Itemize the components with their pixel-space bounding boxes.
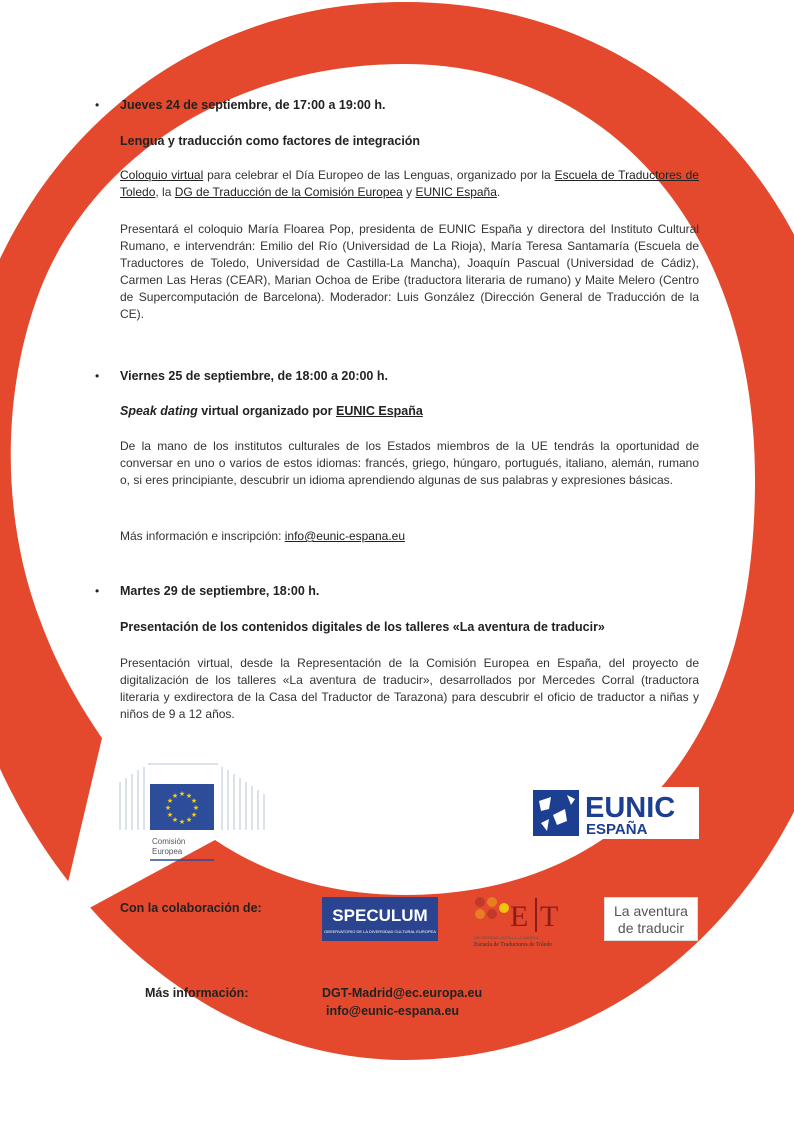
event-2-contact [120, 528, 699, 545]
collaboration-label: Con la colaboración de: [120, 901, 262, 915]
svg-text:★: ★ [192, 804, 200, 812]
email-eunic[interactable]: info@eunic-espana.eu [326, 1004, 460, 1018]
bullet-icon: • [95, 98, 100, 112]
ec-label-1: Comisión [152, 837, 186, 846]
link-dg-traduccion[interactable]: DG de Traducción de la Comisión Europea [174, 185, 403, 199]
event-1-speakers: Presentará el coloquio María Floarea Pop, presidenta de EUNIC España y directora del Instituto Cultural Rumano, e intervendrán: Emilio del Río (Universidad de La Rioja), María Teresa Santamaría (Escuela de Traductores de Toledo, Universidad de Castilla-La Mancha), Joaquín Pascual (Universidad de Cádiz), Carmen Las Heras (CEAR), Marian Ochoa de Eribe (traductora literaria de rumano) y Maite Melero (Centro de Supercomputación de Barcelona). Moderador: Luis González (Dirección General de Traducción de la CE). [120, 222, 699, 321]
bullet-icon: • [95, 584, 100, 598]
email-dgt-madrid[interactable]: DGT-Madrid@ec.europa.eu [322, 986, 483, 1000]
aventura-line-1: La aventura [614, 903, 688, 919]
event-3-title: Presentación de los contenidos digitales de los talleres «La aventura de traducir» [120, 620, 605, 634]
event-1-date: Jueves 24 de septiembre, de 17:00 a 19:00 h. [120, 98, 386, 112]
ett-sub-1: UNIVERSIDAD CASTILLA-LA MANCHA [474, 936, 539, 940]
svg-text:★: ★ [178, 790, 186, 798]
ec-label-2: Europea [152, 847, 183, 856]
text-span: , la [155, 185, 175, 199]
event-3-date: Martes 29 de septiembre, 18:00 h. [120, 584, 320, 598]
eunic-espana-logo [531, 787, 699, 839]
svg-text:★: ★ [166, 811, 174, 819]
svg-text:★: ★ [164, 804, 172, 812]
event-1 [95, 97, 699, 337]
speculum-logo [322, 897, 438, 941]
text-span: y [402, 185, 416, 199]
event-1-title: Lengua y traducción como factores de integración [120, 134, 421, 148]
ett-letter-t: T [540, 900, 559, 933]
european-commission-logo [118, 760, 270, 864]
svg-text:★: ★ [190, 797, 198, 805]
bullet-icon: • [95, 369, 100, 383]
text-span: virtual organizado por [197, 404, 337, 418]
svg-text:★: ★ [178, 818, 186, 826]
speculum-name: SPECULUM [332, 906, 428, 925]
la-aventura-de-traducir-logo [604, 897, 698, 941]
ett-letter-e: E [510, 900, 529, 933]
svg-text:★: ★ [171, 792, 179, 800]
link-escuela-traductores[interactable]: Escuela de Traductores de Toledo [120, 168, 699, 199]
svg-text:★: ★ [185, 816, 193, 824]
escuela-traductores-toledo-logo [472, 892, 566, 950]
eunic-country: ESPAÑA [586, 821, 648, 838]
ett-sub-2: Escuela de Traductores de Toledo [474, 942, 553, 948]
event-2-description: De la mano de los institutos culturales de los Estados miembros de la UE tendrás la oportunidad de conversar en uno o varios de estos idiomas: francés, griego, húngaro, portugués, italiano, alemán, rumano o, si eres principiante, descubrir un idioma aprendiendo algunas de sus palabras y expresiones básicas. [120, 439, 699, 487]
event-1-description [120, 167, 699, 201]
title-emphasis: Speak dating [120, 404, 198, 418]
svg-text:★: ★ [171, 816, 179, 824]
text-span: . [496, 185, 501, 199]
svg-text:★: ★ [190, 811, 198, 819]
link-email-eunic[interactable]: info@eunic-espana.eu [284, 529, 405, 543]
event-2 [95, 368, 699, 548]
text-span: Más información e inscripción: [120, 529, 285, 543]
event-2-title [120, 403, 423, 420]
text-span: para celebrar el Día Europeo de las Lenguas, organizado por la [203, 168, 555, 182]
event-3 [95, 583, 699, 733]
link-coloquio-virtual[interactable]: Coloquio virtual [120, 168, 204, 182]
link-eunic-espana[interactable]: EUNIC España [336, 404, 423, 418]
event-2-date: Viernes 25 de septiembre, de 18:00 a 20:00 h. [120, 369, 388, 383]
aventura-line-2: de traducir [617, 920, 685, 936]
eunic-name: EUNIC [585, 792, 676, 824]
event-3-description: Presentación virtual, desde la Representación de la Comisión Europea en España, del proyecto de digitalización de los talleres «La aventura de traducir», desarrollados por Mercedes Corral (traductora literaria y exdirectora de la Casa del Traductor de Tarazona) para descubrir el oficio de traductor a niñas y niños de 9 a 12 años. [120, 656, 699, 721]
more-info-label: Más información: [145, 986, 249, 1000]
eunic-mark [533, 790, 579, 836]
link-eunic-espana[interactable]: EUNIC España [415, 185, 497, 199]
speculum-sub: OBSERVATORIO DE LA DIVERSIDAD CULTURAL EUROPEA [324, 929, 436, 934]
ett-dots-icon [475, 897, 509, 919]
svg-text:★: ★ [185, 792, 193, 800]
svg-text:★: ★ [166, 797, 174, 805]
